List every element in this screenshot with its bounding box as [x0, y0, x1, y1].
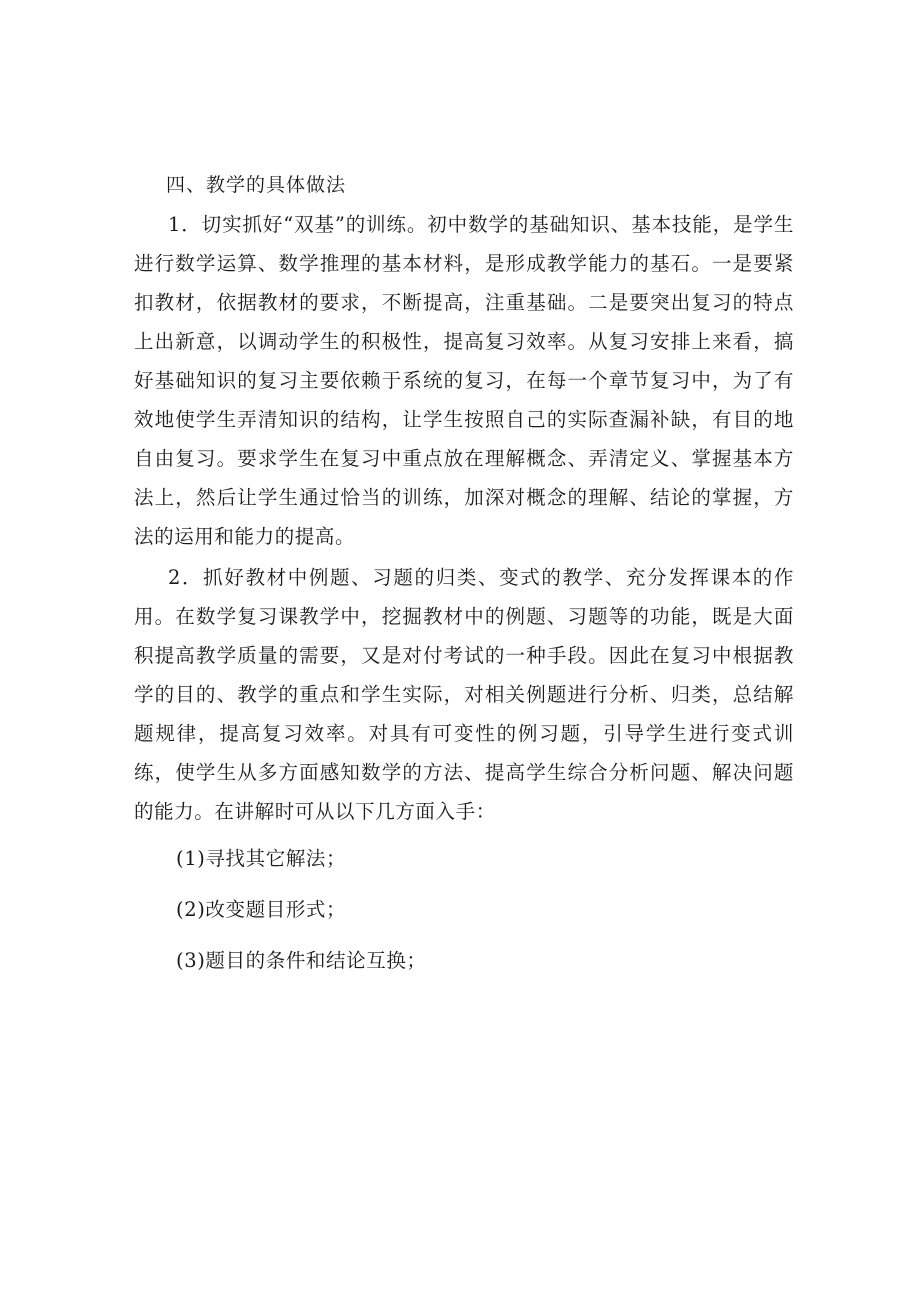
list-item: (2)改变题目形式； — [176, 898, 347, 921]
method-list — [134, 833, 794, 986]
list-item: (3)题目的条件和结论互换； — [176, 949, 427, 972]
section-heading: 四、教学的具体做法 — [166, 174, 347, 196]
paragraph-1: 1．切实抓好“双基”的训练。初中数学的基础知识、基本技能，是学生进行数学运算、数学推理的基本材料，是形成教学能力的基石。一是要紧扣教材，依据教材的要求，不断提高，注重基础。二是要突出复习的特点上出新意，以调动学生的积极性，提高复习效率。从复习安排上来看，搞好基础知识的复习主要依赖于系统的复习，在每一个章节复习中，为了有效地使学生弄清知识的结构，让学生按照自己的实际查漏补缺，有目的地自由复习。要求学生在复习中重点放在理解概念、弄清定义、掌握基本方法上，然后让学生通过恰当的训练，加深对概念的理解、结论的掌握，方法的运用和能力的提高。 — [134, 213, 794, 548]
list-item: (1)寻找其它解法； — [176, 847, 347, 870]
document-body — [134, 168, 794, 986]
paragraph-2: 2．抓好教材中例题、习题的归类、变式的教学、充分发挥课本的作用。在数学复习课教学中，挖掘教材中的例题、习题等的功能，既是大面积提高教学质量的需要，又是对付考试的一种手段。因此在复习中根据教学的目的、教学的重点和学生实际，对相关例题进行分析、归类，总结解题规律，提高复习效率。对具有可变性的例习题，引导学生进行变式训练，使学生从多方面感知数学的方法、提高学生综合分析问题、解决问题的能力。在讲解时可从以下几方面入手： — [134, 566, 794, 823]
